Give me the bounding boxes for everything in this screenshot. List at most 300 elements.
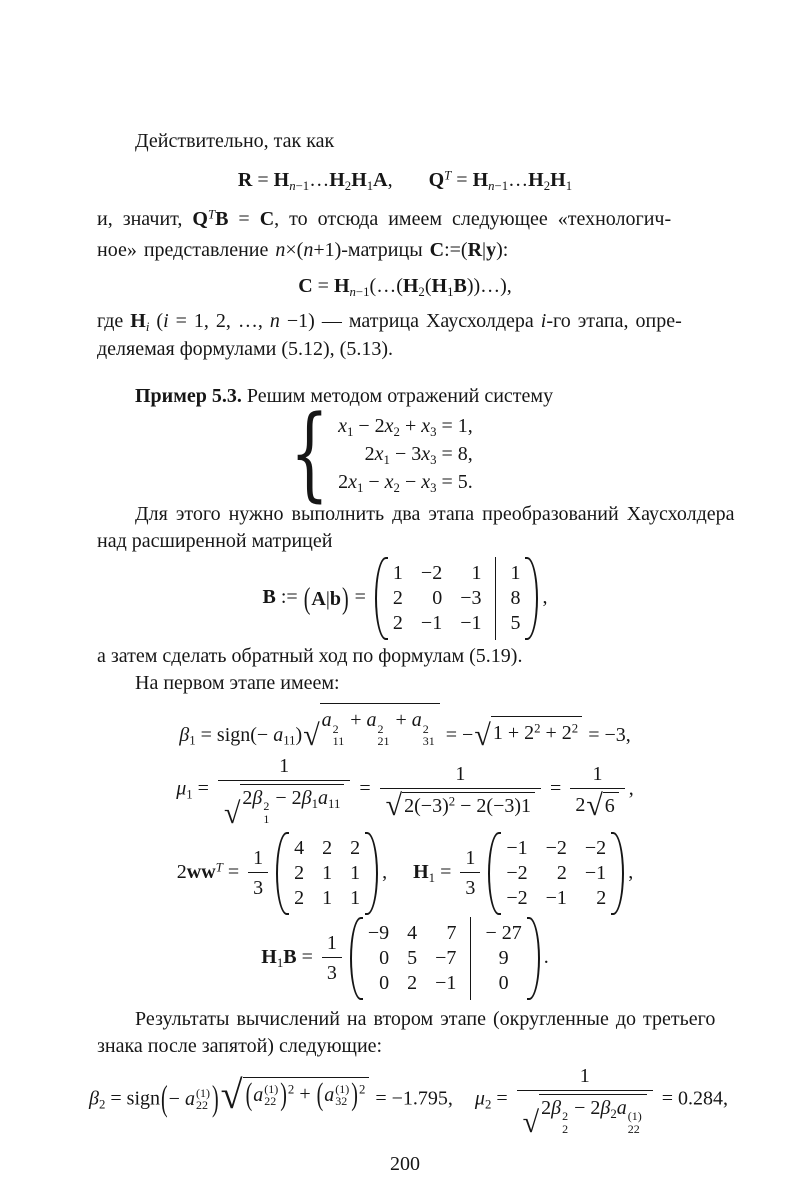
- math-text: − 2: [353, 415, 385, 437]
- math-variable: a: [324, 1084, 335, 1107]
- math-text: =: [228, 208, 260, 230]
- math-variable: a: [411, 709, 422, 731]
- stack-superscript: (1): [335, 1081, 350, 1096]
- math-text: +1)-матрицы: [313, 239, 430, 261]
- matrix-cell: 2: [294, 861, 305, 884]
- fraction-numerator: [380, 762, 541, 788]
- math-text: = 0.284,: [656, 1087, 729, 1110]
- radicand: [491, 716, 582, 748]
- matrix-cell: 0: [379, 971, 390, 994]
- matrix-right-paren: [611, 832, 624, 915]
- math-text: 2: [418, 284, 425, 299]
- math-text: =: [252, 169, 274, 191]
- math-text: ×(: [285, 239, 304, 261]
- radicand: [402, 792, 535, 818]
- math-variable: i: [145, 319, 150, 334]
- formula-augmented-matrix-b: [97, 557, 713, 640]
- math-text: 3: [430, 424, 437, 439]
- math-bold-symbol: B: [262, 586, 276, 609]
- math-text: …: [508, 169, 529, 191]
- paren-content: [253, 1080, 279, 1110]
- formula-qr-decomposition: [97, 165, 713, 195]
- stack-subscript: 22: [627, 1121, 640, 1136]
- math-variable: a: [321, 709, 332, 731]
- matrix-cell: −1: [460, 612, 482, 634]
- math-text: :=: [275, 586, 303, 609]
- paragraph-two-stages-line2: над расширенной матрицей: [97, 530, 333, 552]
- math-text: +: [294, 1082, 316, 1105]
- math-bold-symbol: H: [261, 945, 277, 968]
- matrix-left-paren: [488, 832, 501, 915]
- math-text: =: [491, 1087, 513, 1110]
- square-root: [303, 703, 440, 752]
- fraction: [380, 762, 541, 822]
- matrix-cell: 2: [392, 612, 403, 634]
- fraction-numerator: [570, 762, 624, 788]
- math-bold-symbol: R: [467, 239, 483, 261]
- matrix-augmented-column: [495, 557, 522, 640]
- math-text: 3: [430, 452, 437, 467]
- math-text: 1: [447, 284, 454, 299]
- matrix-cell: −1: [506, 836, 528, 859]
- math-variable: x: [384, 415, 394, 437]
- fraction-denominator: [218, 780, 350, 830]
- superscript: [572, 721, 578, 735]
- matrix: [350, 917, 540, 1000]
- fraction: [517, 1064, 653, 1140]
- subscript: [289, 179, 309, 193]
- stacked-scripts: [263, 800, 269, 825]
- right-paren: ): [280, 1077, 287, 1113]
- fraction: [248, 846, 268, 900]
- math-text: −1) — матрица Хаусхолдера: [279, 310, 541, 332]
- math-bold-symbol: H: [413, 860, 429, 883]
- math-text: ,: [387, 169, 393, 191]
- math-text: = −3,: [583, 723, 631, 746]
- matrix-left-paren: [276, 832, 289, 915]
- paren-content: [311, 584, 341, 614]
- math-text: +: [390, 709, 412, 731]
- paragraph-two-stages-line1: Для этого нужно выполнить два этапа преобразований Хаусхолдера: [135, 503, 735, 525]
- fraction-denominator: [322, 957, 342, 985]
- math-variable: n: [303, 239, 314, 261]
- matrix-cell: −3: [460, 587, 482, 609]
- subscript: [488, 179, 508, 193]
- formula-c-representation: [97, 271, 713, 301]
- page-number: 200: [390, 1153, 420, 1176]
- paragraph-first-stage: На первом этапе имеем:: [135, 672, 340, 694]
- paren-content: [324, 1080, 350, 1110]
- math-text: ,: [382, 860, 388, 883]
- square-root: [223, 784, 344, 830]
- stack-subscript: 32: [335, 1094, 348, 1109]
- math-variable: β: [89, 1087, 99, 1110]
- matrix-cell: 1: [350, 886, 361, 909]
- stack-superscript: 2: [332, 721, 339, 736]
- math-bold-symbol: H: [528, 169, 544, 191]
- math-text: 1: [253, 847, 264, 870]
- matrix-cell: 4: [294, 836, 305, 859]
- math-text: =: [296, 945, 318, 968]
- math-text: 2: [393, 424, 400, 439]
- math-variable: n: [488, 178, 495, 193]
- stack-subscript: 21: [377, 734, 390, 749]
- math-text: −1: [295, 178, 310, 193]
- stack-superscript: (1): [195, 1085, 210, 1100]
- fraction-denominator: [460, 872, 480, 900]
- math-bold-symbol: Q: [192, 208, 208, 230]
- matrix-cell: 4: [407, 921, 418, 944]
- math-text: =: [451, 169, 473, 191]
- math-bold-symbol: H: [402, 275, 419, 297]
- math-variable: x: [384, 471, 394, 493]
- math-bold-symbol: H: [333, 275, 350, 297]
- math-text: , то отсюда имеем следующее «технологич-: [274, 208, 672, 230]
- math-text: − 2: [270, 786, 302, 809]
- math-text: 1: [189, 733, 196, 748]
- radicand: [320, 703, 440, 748]
- math-bold-symbol: Пример 5.3.: [135, 385, 242, 407]
- formula-mu1: [97, 754, 713, 830]
- paragraph-second-stage-line1: Результаты вычислений на втором этапе (округленные до третьего: [135, 1007, 716, 1030]
- stacked-scripts: [378, 723, 390, 748]
- fraction: [218, 754, 350, 830]
- math-text: = 1,: [436, 415, 473, 437]
- radical-sign: √: [586, 788, 603, 822]
- paragraph-example-53: [97, 383, 713, 410]
- math-variable: T: [444, 168, 452, 183]
- left-paren: (: [245, 1077, 253, 1113]
- left-paren: (: [161, 1079, 168, 1120]
- math-text: = −: [440, 723, 474, 746]
- math-bold-symbol: H: [351, 169, 367, 191]
- math-variable: T: [207, 207, 216, 222]
- square-root: [586, 788, 618, 822]
- math-text: 2: [484, 1096, 492, 1111]
- math-text: 2(−3): [404, 794, 449, 817]
- math-text: =: [545, 777, 567, 800]
- stacked-scripts: [423, 723, 435, 748]
- radical-sign: √: [220, 1072, 243, 1118]
- math-variable: x: [421, 443, 431, 465]
- subscript: [328, 797, 340, 811]
- math-text: ):: [496, 239, 509, 261]
- math-variable: β: [301, 786, 312, 809]
- matrix-cell: 1: [392, 562, 403, 584]
- fraction: [460, 846, 480, 900]
- math-variable: x: [421, 471, 431, 493]
- math-variable: i: [540, 310, 547, 332]
- math-text: 2: [571, 721, 579, 736]
- matrix: [276, 832, 378, 915]
- math-variable: n: [275, 239, 286, 261]
- math-text: 1: [346, 424, 354, 439]
- math-variable: a: [318, 786, 329, 809]
- math-text: − 2(−3)1: [455, 794, 532, 817]
- system-equation-2: [365, 440, 473, 468]
- matrix-grid: [504, 832, 608, 915]
- math-text: + 2: [540, 721, 572, 744]
- math-text: =: [435, 860, 457, 883]
- matrix-cell: 9: [498, 946, 509, 969]
- math-text: 1: [565, 178, 573, 193]
- math-text: 1: [455, 762, 466, 785]
- stack-subscript: 11: [332, 734, 345, 749]
- math-bold-symbol: A: [311, 587, 326, 610]
- stacked-scripts: [196, 1087, 210, 1112]
- math-bold-symbol: y: [486, 239, 497, 261]
- paragraph-second-stage-line2: знака после запятой) следующие:: [97, 1034, 383, 1057]
- math-text: 2: [610, 1106, 617, 1121]
- radical-sign: √: [303, 718, 320, 752]
- matrix-cell: −1: [435, 971, 457, 994]
- paragraph-householder-def-line2: деляемая формулами (5.12), (5.13).: [97, 338, 393, 360]
- square-root: [522, 1094, 647, 1140]
- stack-superscript: 2: [422, 721, 429, 736]
- matrix-cell: 8: [510, 587, 521, 609]
- math-variable: a: [253, 1084, 264, 1107]
- math-text: 2: [448, 794, 456, 809]
- math-bold-symbol: H: [329, 169, 345, 191]
- math-text: =: [222, 860, 245, 883]
- math-text: -го этапа, опре-: [546, 310, 682, 332]
- stack-superscript: 2: [377, 721, 384, 736]
- math-bold-symbol: ww: [186, 860, 216, 883]
- matrix-cell: −9: [367, 921, 390, 944]
- math-variable: n: [289, 178, 296, 193]
- math-text: ): [295, 723, 303, 746]
- math-text: где: [97, 310, 131, 332]
- math-text: ,: [542, 586, 548, 609]
- system-equation-1: [338, 412, 473, 440]
- stack-subscript: 22: [264, 1094, 277, 1109]
- paragraph-consequence-line2: [97, 235, 713, 266]
- math-text: |: [325, 587, 330, 610]
- math-text: =: [349, 586, 371, 609]
- right-paren: ): [351, 1077, 358, 1113]
- math-variable: i: [163, 310, 169, 332]
- math-variable: μ: [176, 777, 187, 800]
- math-bold-symbol: R: [237, 169, 253, 191]
- math-variable: a: [273, 723, 284, 746]
- math-text: 3: [326, 962, 337, 985]
- math-bold-symbol: B: [215, 208, 229, 230]
- subscript: [350, 285, 370, 299]
- math-text: 1: [579, 1064, 590, 1087]
- math-text: = 1, 2, …,: [168, 310, 270, 332]
- stack-subscript: 31: [422, 734, 435, 749]
- right-paren: ): [341, 581, 349, 616]
- matrix-cell: 5: [510, 612, 521, 634]
- math-text: :=(: [444, 239, 468, 261]
- math-text: 2: [575, 793, 586, 816]
- big-parentheses: [303, 581, 350, 616]
- math-text: .: [543, 945, 549, 968]
- math-variable: x: [338, 415, 347, 437]
- matrix-cell: 0: [432, 587, 443, 609]
- math-text: 3: [253, 877, 264, 900]
- matrix-grid: [391, 557, 484, 640]
- matrix-left-paren: [350, 917, 363, 1000]
- math-text: =: [354, 777, 376, 800]
- system-equations: [338, 412, 473, 496]
- math-bold-symbol: A: [373, 169, 388, 191]
- matrix-cell: − 27: [485, 921, 522, 944]
- fraction: [570, 762, 624, 822]
- math-text: (: [149, 310, 164, 332]
- math-variable: β: [252, 786, 263, 809]
- math-text: 3: [465, 877, 476, 900]
- math-text: −: [168, 1088, 185, 1111]
- math-text: 3: [430, 480, 437, 495]
- math-text: − 3: [389, 443, 422, 465]
- math-text: ,: [628, 777, 634, 800]
- square-root: [474, 716, 582, 752]
- subscript: [566, 179, 572, 193]
- stack-subscript: 22: [195, 1098, 208, 1113]
- math-variable: x: [421, 415, 431, 437]
- math-text: =: [192, 777, 214, 800]
- matrix-cell: 1: [322, 861, 333, 884]
- radicand: [603, 792, 619, 818]
- math-bold-symbol: B: [453, 275, 467, 297]
- math-variable: n: [349, 284, 356, 299]
- math-text: 2: [338, 471, 349, 493]
- math-text: = sign: [105, 1087, 160, 1110]
- math-bold-symbol: b: [329, 587, 341, 610]
- math-text: ,: [628, 860, 634, 883]
- math-variable: a: [184, 1088, 195, 1111]
- radical-sign: √: [522, 1106, 540, 1140]
- stack-subscript: 1: [263, 811, 270, 826]
- matrix-right-paren: [365, 832, 378, 915]
- math-text: − 2: [569, 1096, 601, 1119]
- math-text: и, значит,: [97, 208, 193, 230]
- math-text: 2: [287, 1082, 295, 1097]
- matrix-cell: −1: [584, 861, 607, 884]
- math-text: 2: [541, 1096, 552, 1119]
- matrix-cell: −2: [545, 836, 567, 859]
- math-variable: a: [616, 1096, 627, 1119]
- matrix-cell: 0: [379, 946, 390, 969]
- matrix-cell: 0: [498, 971, 509, 994]
- system-equation-3: [338, 468, 473, 496]
- math-text: =: [312, 275, 334, 297]
- math-text: ное» представление: [97, 239, 276, 261]
- math-text: Решим методом отражений систему: [241, 385, 554, 407]
- math-text: 1: [428, 870, 436, 885]
- stacked-scripts: [628, 1110, 642, 1135]
- matrix-cell: 2: [350, 836, 361, 859]
- stack-superscript: (1): [627, 1109, 642, 1124]
- math-variable: x: [348, 471, 357, 493]
- math-text: 1: [366, 178, 374, 193]
- math-variable: μ: [474, 1087, 485, 1110]
- math-bold-symbol: C: [298, 275, 313, 297]
- paren-content: [169, 1084, 211, 1114]
- matrix-left-paren: [375, 557, 388, 640]
- matrix-cell: −2: [420, 562, 443, 584]
- matrix-cell: 2: [322, 836, 333, 859]
- fraction-numerator: [517, 1064, 653, 1090]
- math-bold-symbol: C: [259, 208, 275, 230]
- radicand: [539, 1094, 647, 1136]
- superscript: [359, 1082, 365, 1096]
- math-text: 2: [98, 1096, 106, 1111]
- radical-sign: √: [385, 788, 403, 822]
- math-text: 11: [328, 796, 341, 811]
- math-text: 2: [393, 480, 400, 495]
- math-text: +: [345, 709, 367, 731]
- radicand: [243, 1077, 370, 1113]
- math-text: ))…),: [466, 275, 512, 297]
- math-text: 6: [604, 794, 615, 817]
- math-text: 1: [279, 754, 290, 777]
- matrix-cell: 2: [407, 971, 418, 994]
- stacked-scripts: [333, 723, 345, 748]
- fraction-numerator: [218, 754, 350, 780]
- math-text: 1: [465, 847, 476, 870]
- matrix-cell: 7: [446, 921, 457, 944]
- matrix-cell: 2: [556, 861, 567, 884]
- matrix-cell: 2: [596, 886, 607, 909]
- stack-superscript: 2: [263, 799, 270, 814]
- system-brace: {: [290, 394, 330, 513]
- math-bold-symbol: H: [130, 310, 146, 332]
- superscript: [216, 860, 223, 874]
- matrix-grid: [292, 832, 362, 915]
- matrix-cell: −7: [435, 946, 457, 969]
- math-text: |: [482, 239, 487, 261]
- math-bold-symbol: B: [283, 945, 297, 968]
- math-bold-symbol: H: [431, 275, 448, 297]
- math-text: 1 + 2: [492, 721, 535, 744]
- square-root: [220, 1072, 370, 1118]
- math-text: 1: [326, 932, 337, 955]
- math-text: −1: [355, 284, 370, 299]
- math-bold-symbol: H: [472, 169, 489, 191]
- math-variable: β: [551, 1096, 562, 1119]
- fraction-numerator: [248, 846, 268, 872]
- formula-h1b: [97, 917, 713, 1000]
- matrix-cell: −1: [420, 612, 443, 634]
- math-variable: x: [374, 443, 384, 465]
- math-text: 1: [311, 796, 319, 811]
- square-root: [385, 788, 535, 822]
- right-paren: ): [211, 1079, 219, 1120]
- math-variable: β: [179, 723, 190, 746]
- stack-subscript: 2: [562, 1121, 569, 1136]
- matrix-cell: −2: [584, 836, 607, 859]
- math-bold-symbol: H: [273, 169, 290, 191]
- fraction-denominator: [380, 788, 541, 822]
- matrix-cell: 2: [392, 587, 403, 609]
- math-text: 1: [186, 787, 193, 802]
- stack-superscript: 2: [562, 1109, 569, 1124]
- math-text: 1: [356, 480, 364, 495]
- math-text: = 8,: [436, 443, 473, 465]
- math-text: 2: [344, 178, 352, 193]
- stacked-scripts: [335, 1083, 349, 1108]
- matrix: [488, 832, 624, 915]
- formula-beta2-mu2: [89, 1064, 729, 1140]
- stacked-scripts: [264, 1083, 278, 1108]
- math-text: +: [399, 415, 422, 437]
- text-column: [89, 128, 735, 1177]
- matrix-grid: [366, 917, 459, 1000]
- paragraph-back-substitution: а затем сделать обратный ход по формулам (5.19).: [97, 645, 523, 667]
- math-text: −: [363, 471, 385, 493]
